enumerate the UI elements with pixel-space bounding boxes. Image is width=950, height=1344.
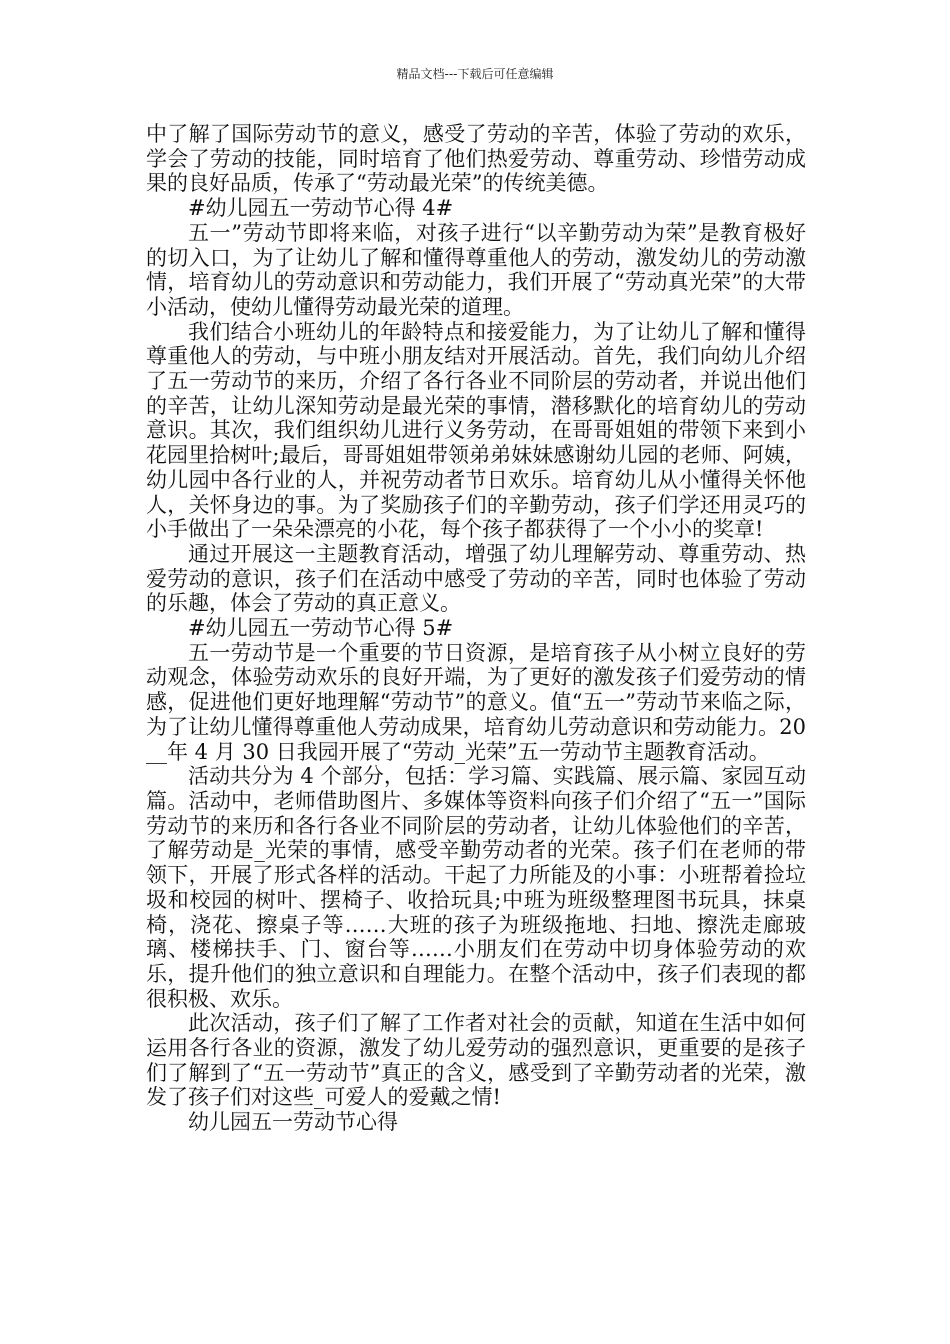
paragraph: 通过开展这一主题教育活动，增强了幼儿理解劳动、尊重劳动、热爱劳动的意识，孩子们在活动中感受了劳动的辛苦，同时也体验了劳动的乐趣，体会了劳动的真正意义。 [146, 541, 806, 616]
paragraph: 此次活动，孩子们了解了工作者对社会的贡献，知道在生活中如何运用各行各业的资源，激发了幼儿爱劳动的强烈意识，更重要的是孩子们了解到了“五一劳动节”真正的含义，感受到了辛勤劳动者的光荣，激发了孩子们对这些_可爱人的爱戴之情! [146, 1011, 806, 1110]
paragraph-continuation: 中了解了国际劳动节的意义，感受了劳动的辛苦，体验了劳动的欢乐，学会了劳动的技能，同时培育了他们热爱劳动、尊重劳动、珍惜劳动成果的良好品质，传承了“劳动最光荣”的传统美德。 [146, 122, 806, 196]
paragraph: 我们结合小班幼儿的年龄特点和接爱能力，为了让幼儿了解和懂得尊重他人的劳动，与中班小朋友结对开展活动。首先，我们向幼儿介绍了五一劳动节的来历，介绍了各行各业不同阶层的劳动者，并说出他们的辛苦，让幼儿深知劳动是最光荣的事情，潜移默化的培育幼儿的劳动意识。其次，我们组织幼儿进行义务劳动，在哥哥姐姐的带领下来到小花园里拾树叶;最后，哥哥姐姐带领弟弟妹妹感谢幼儿园的老师、阿姨，幼儿园中各行业的人，并祝劳动者节日欢乐。培育幼儿从小懂得关怀他人，关怀身边的事。为了奖励孩子们的辛勤劳动，孩子们学还用灵巧的小手做出了一朵朵漂亮的小花，每个孩子都获得了一个小小的奖章! [146, 319, 806, 542]
document-body [146, 122, 806, 1135]
paragraph: 五一”劳动节即将来临，对孩子进行“以辛勤劳动为荣”是教育极好的切入口，为了让幼儿了解和懂得尊重他人的劳动，激发幼儿的劳动激情，培育幼儿的劳动意识和劳动能力，我们开展了“劳动真光荣”的大带小活动，使幼儿懂得劳动最光荣的道理。 [146, 220, 806, 319]
section-heading: 幼儿园五一劳动节心得 [188, 1110, 398, 1135]
page-header: 精品文档---下载后可任意编辑 [396, 67, 554, 81]
paragraph: 五一劳动节是一个重要的节日资源，是培育孩子从小树立良好的劳动观念，体验劳动欢乐的良好开端，为了更好的激发孩子们爱劳动的情感，促进他们更好地理解“劳动节”的意义。值“五一”劳动节来临之际，为了让幼儿懂得尊重他人劳动成果，培育幼儿劳动意识和劳动能力。20__年 4 月 30 日我园开展了“劳动_光荣”五一劳动节主题教育活动。 [146, 640, 806, 764]
section-heading-4: #幼儿园五一劳动节心得 4# [188, 196, 454, 221]
paragraph: 活动共分为 4 个部分，包括：学习篇、实践篇、展示篇、家园互动篇。活动中，老师借助图片、多媒体等资料向孩子们介绍了“五一”国际劳动节的来历和各行各业不同阶层的劳动者，让幼儿体验他们的辛苦，了解劳动是_光荣的事情，感受辛勤劳动者的光荣。孩子们在老师的带领下，开展了形式各样的活动。干起了力所能及的小事：小班帮着捡垃圾和校园的树叶、摆椅子、收拾玩具;中班为班级整理图书玩具，抹桌椅，浇花、擦桌子等……大班的孩子为班级拖地、扫地、擦洗走廊玻璃、楼梯扶手、门、窗台等……小朋友们在劳动中切身体验劳动的欢乐，提升他们的独立意识和自理能力。在整个活动中，孩子们表现的都很积极、欢乐。 [146, 764, 806, 1011]
section-heading-5: #幼儿园五一劳动节心得 5# [188, 616, 454, 641]
